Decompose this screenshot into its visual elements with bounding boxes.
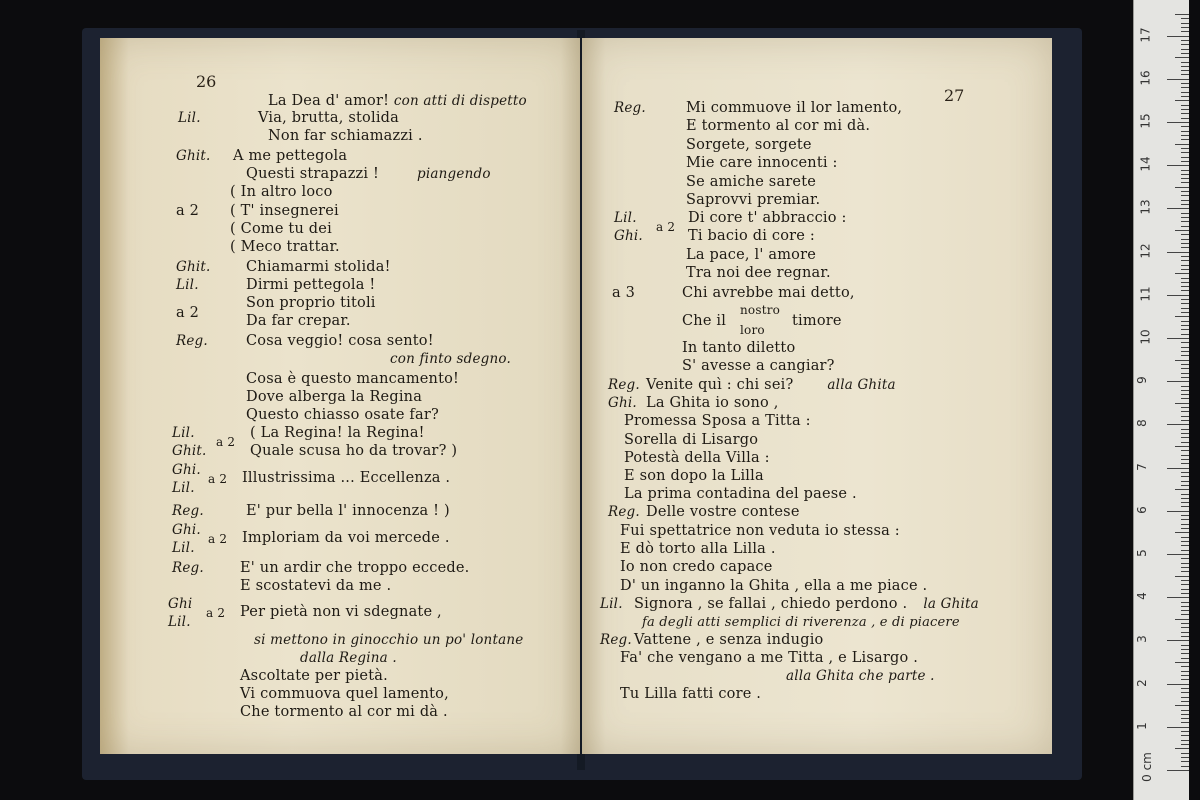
a2-mark: a 2 [176, 203, 200, 219]
speaker-label: Reg. [614, 100, 646, 116]
ruler-tick [1181, 459, 1189, 460]
ruler-tick [1181, 299, 1189, 300]
ruler-number: 14 [1138, 156, 1153, 172]
stage-direction: con finto sdegno. [390, 351, 512, 367]
right-page [582, 38, 1052, 754]
ruler-number: 3 [1134, 635, 1149, 644]
ruler-tick [1181, 321, 1189, 322]
ruler-tick [1181, 40, 1189, 41]
speaker-label: Reg. [608, 504, 640, 520]
ruler-number: 16 [1138, 70, 1153, 86]
speaker-label: Lil. [178, 110, 201, 126]
a2-mark: a 2 [656, 220, 676, 234]
ruler-number: 8 [1134, 419, 1149, 428]
ruler-tick [1181, 558, 1189, 559]
ruler-tick [1175, 57, 1189, 58]
verse-line: E scostatevi da me . [240, 578, 392, 594]
ruler-tick [1181, 610, 1189, 611]
ruler-tick [1181, 49, 1189, 50]
verse-line: Non far schiamazzi . [268, 128, 423, 144]
ruler-tick [1181, 44, 1189, 45]
ruler-tick [1181, 256, 1189, 257]
ruler-tick [1181, 74, 1189, 75]
ruler-tick [1175, 273, 1189, 274]
measuring-ruler [1133, 0, 1189, 800]
speaker-label: Reg. [172, 560, 204, 576]
ruler-tick [1181, 740, 1189, 741]
ruler-tick [1181, 364, 1189, 365]
ruler-tick [1175, 748, 1189, 749]
ruler-tick [1181, 148, 1189, 149]
ruler-tick [1181, 675, 1189, 676]
ruler-tick [1181, 627, 1189, 628]
verse-line: ( La Regina! la Regina! [250, 425, 425, 441]
ruler-tick [1181, 161, 1189, 162]
ruler-tick [1181, 157, 1189, 158]
verse-line: ( In altro loco [230, 184, 333, 200]
ruler-tick [1181, 87, 1189, 88]
ruler-tick [1181, 191, 1189, 192]
verse-line: Son proprio titoli [246, 295, 376, 311]
ruler-tick [1181, 476, 1189, 477]
ruler-tick [1181, 407, 1189, 408]
verse-line: Io non credo capace [620, 559, 773, 575]
ruler-tick [1181, 735, 1189, 736]
verse-line: Quale scusa ho da trovar? ) [250, 443, 458, 459]
verse-line: Ti bacio di core : [688, 228, 815, 244]
ruler-tick [1181, 420, 1189, 421]
ruler-tick [1167, 36, 1189, 37]
ruler-tick [1175, 14, 1189, 15]
a2-mark: a 2 [176, 305, 200, 321]
verse-line: Cosa è questo mancamento! [246, 371, 460, 387]
ruler-tick [1181, 109, 1189, 110]
page-number-right: 27 [944, 86, 965, 105]
verse-line: Questo chiasso osate far? [246, 407, 439, 423]
ruler-tick [1175, 705, 1189, 706]
ruler-tick [1181, 386, 1189, 387]
ruler-tick [1181, 265, 1189, 266]
ruler-tick [1167, 252, 1189, 253]
verse-line: Venite quì : chi sei? alla Ghita [646, 377, 896, 393]
ruler-number: 15 [1138, 113, 1153, 129]
verse-line: Illustrissima ... Eccellenza . [242, 470, 451, 486]
verse-line: Se amiche sarete [686, 174, 817, 190]
ruler-tick [1181, 571, 1189, 572]
ruler-number: 9 [1134, 376, 1149, 385]
ruler-tick [1181, 347, 1189, 348]
ruler-tick [1167, 424, 1189, 425]
ruler-tick [1167, 295, 1189, 296]
a2-mark: a 2 [208, 472, 228, 486]
ruler-tick [1181, 541, 1189, 542]
ruler-tick [1181, 450, 1189, 451]
ruler-tick [1181, 312, 1189, 313]
ruler-number: 7 [1134, 462, 1149, 471]
ruler-tick [1181, 96, 1189, 97]
ruler-tick [1181, 519, 1189, 520]
verse-line: timore [792, 313, 842, 329]
verse-line: Signora , se fallai , chiedo perdono . la Ghita [634, 596, 979, 612]
verse-line: La Ghita io sono , [646, 395, 779, 411]
ruler-number: 1 [1134, 721, 1149, 730]
ruler-tick [1181, 545, 1189, 546]
ruler-tick [1181, 269, 1189, 270]
verse-line: Cosa veggio! cosa sento! [246, 333, 434, 349]
ruler-tick [1181, 234, 1189, 235]
ruler-number: 13 [1138, 199, 1153, 216]
ruler-tick [1175, 100, 1189, 101]
verse-line: ( T' insegnerei [230, 203, 339, 219]
ruler-tick [1175, 576, 1189, 577]
verse-line: Per pietà non vi sdegnate , [240, 604, 442, 620]
verse-line: Imploriam da voi mercede . [242, 530, 450, 546]
verse-line: Vattene , e senza indugio [634, 632, 824, 648]
ruler-tick [1181, 502, 1189, 503]
ruler-tick [1167, 338, 1189, 339]
ruler-tick [1181, 23, 1189, 24]
ruler-tick [1181, 182, 1189, 183]
ruler-tick [1181, 126, 1189, 127]
ruler-tick [1181, 515, 1189, 516]
ruler-tick [1181, 606, 1189, 607]
verse-line: ( Come tu dei [230, 221, 332, 237]
ruler-tick [1181, 589, 1189, 590]
ruler-tick [1167, 165, 1189, 166]
speaker-label: Ghit. [172, 443, 207, 459]
ruler-tick [1167, 727, 1189, 728]
ruler-tick [1167, 684, 1189, 685]
ruler-tick [1181, 632, 1189, 633]
speaker-label: Reg. [172, 503, 204, 519]
ruler-tick [1175, 489, 1189, 490]
verse-line: Vi commuova quel lamento, [240, 686, 449, 702]
ruler-tick [1181, 342, 1189, 343]
ruler-tick [1181, 247, 1189, 248]
ruler-tick [1181, 213, 1189, 214]
verse-line: Dove alberga la Regina [246, 389, 423, 405]
ruler-tick [1181, 278, 1189, 279]
ruler-tick [1181, 325, 1189, 326]
verse-line: Di core t' abbraccio : [688, 210, 847, 226]
ruler-tick [1181, 658, 1189, 659]
ruler-tick [1181, 221, 1189, 222]
ruler-tick [1181, 506, 1189, 507]
ruler-tick [1175, 360, 1189, 361]
ruler-tick [1175, 446, 1189, 447]
ruler-tick [1175, 144, 1189, 145]
speaker-label: Ghi. [172, 522, 201, 538]
verse-line: Che tormento al cor mi dà . [240, 704, 448, 720]
speaker-label: Ghi. [614, 228, 643, 244]
ruler-tick [1181, 645, 1189, 646]
ruler-tick [1167, 79, 1189, 80]
ruler-tick [1181, 394, 1189, 395]
ruler-tick [1181, 481, 1189, 482]
ruler-tick [1181, 92, 1189, 93]
ruler-number: 11 [1138, 286, 1153, 302]
verse-line: Potestà della Villa : [624, 450, 770, 466]
ruler-number: 17 [1138, 26, 1153, 43]
ruler-tick [1167, 770, 1189, 771]
ruler-tick [1167, 381, 1189, 382]
a3-mark: a 3 [612, 285, 636, 301]
ruler-tick [1181, 243, 1189, 244]
speaker-label: Lil. [614, 210, 637, 226]
ruler-tick [1181, 390, 1189, 391]
ruler-tick [1181, 679, 1189, 680]
ruler-tick [1181, 217, 1189, 218]
ruler-tick [1181, 152, 1189, 153]
ruler-tick [1181, 334, 1189, 335]
speaker-label: Ghi. [608, 395, 637, 411]
ruler-tick [1181, 290, 1189, 291]
stage-direction: dalla Regina . [300, 650, 397, 666]
ruler-tick [1181, 498, 1189, 499]
verse-line: In tanto diletto [682, 340, 796, 356]
speaker-label: Reg. [608, 377, 640, 393]
verse-line: A me pettegola [233, 148, 348, 164]
verse-variant-lower: loro [740, 323, 765, 337]
ruler-tick [1181, 653, 1189, 654]
ruler-tick [1181, 239, 1189, 240]
ruler-tick [1181, 722, 1189, 723]
ruler-tick [1181, 524, 1189, 525]
ruler-tick [1181, 442, 1189, 443]
verse-line: La prima contadina del paese . [624, 486, 857, 502]
verse-variant-upper: nostro [740, 303, 781, 317]
ruler-tick [1175, 187, 1189, 188]
speaker-label: Ghi. [172, 462, 201, 478]
ruler-tick [1181, 105, 1189, 106]
ruler-tick [1181, 714, 1189, 715]
ruler-tick [1181, 368, 1189, 369]
ruler-number: 12 [1138, 242, 1153, 259]
ruler-tick [1167, 208, 1189, 209]
ruler-tick [1181, 649, 1189, 650]
ruler-tick [1181, 398, 1189, 399]
ruler-tick [1181, 178, 1189, 179]
verse-line: Ascoltate per pietà. [240, 668, 388, 684]
verse-line: Fa' che vengano a me Titta , e Lisargo . [620, 650, 919, 666]
a2-mark: a 2 [208, 532, 228, 546]
verse-line: Tra noi dee regnar. [686, 265, 831, 281]
ruler-tick [1167, 468, 1189, 469]
ruler-tick [1181, 27, 1189, 28]
verse-line: E son dopo la Lilla [624, 468, 764, 484]
speaker-label: Lil. [600, 596, 623, 612]
ruler-tick [1181, 701, 1189, 702]
stage-direction: alla Ghita che parte . [786, 668, 935, 684]
ruler-tick [1181, 62, 1189, 63]
ruler-tick [1181, 623, 1189, 624]
ruler-tick [1181, 550, 1189, 551]
verse-line: Delle vostre contese [646, 504, 800, 520]
ruler-tick [1181, 416, 1189, 417]
verse-line: Da far crepar. [246, 313, 351, 329]
speaker-label: Lil. [176, 277, 199, 293]
ruler-tick [1175, 532, 1189, 533]
ruler-tick [1181, 70, 1189, 71]
verse-line: La Dea d' amor! con atti di dispetto [268, 93, 527, 109]
ruler-unit-label: 0 cm [1139, 752, 1154, 782]
ruler-tick [1181, 567, 1189, 568]
ruler-tick [1181, 303, 1189, 304]
verse-line: Dirmi pettegola ! [246, 277, 376, 293]
verse-line: Mie care innocenti : [686, 155, 838, 171]
a2-mark: a 2 [206, 606, 226, 620]
ruler-tick [1175, 403, 1189, 404]
ruler-tick [1181, 204, 1189, 205]
speaker-label: Ghit. [176, 259, 211, 275]
ruler-tick [1181, 282, 1189, 283]
verse-line: Tu Lilla fatti core . [620, 686, 762, 702]
ruler-tick [1181, 170, 1189, 171]
speaker-label: Lil. [168, 614, 191, 630]
ruler-number: 2 [1134, 678, 1149, 687]
a2-mark: a 2 [216, 435, 236, 449]
ruler-tick [1181, 18, 1189, 19]
ruler-tick [1181, 563, 1189, 564]
ruler-tick [1181, 602, 1189, 603]
ruler-tick [1181, 66, 1189, 67]
speaker-label: Reg. [600, 632, 632, 648]
ruler-tick [1181, 671, 1189, 672]
ruler-tick [1181, 226, 1189, 227]
ruler-tick [1181, 53, 1189, 54]
ruler-tick [1181, 692, 1189, 693]
ruler-tick [1181, 757, 1189, 758]
ruler-tick [1181, 83, 1189, 84]
ruler-tick [1175, 619, 1189, 620]
ruler-tick [1181, 113, 1189, 114]
speaker-label: Lil. [172, 540, 195, 556]
ruler-tick [1181, 753, 1189, 754]
stage-direction: si mettono in ginocchio un po' lontane [254, 632, 524, 648]
ruler-number: 4 [1134, 592, 1149, 601]
ruler-tick [1167, 597, 1189, 598]
page-number-left: 26 [196, 72, 217, 91]
ruler-tick [1181, 355, 1189, 356]
ruler-tick [1181, 636, 1189, 637]
ruler-tick [1181, 472, 1189, 473]
ruler-tick [1181, 666, 1189, 667]
ruler-tick [1181, 580, 1189, 581]
ruler-tick [1181, 131, 1189, 132]
ruler-number: 6 [1134, 505, 1149, 514]
speaker-label: Lil. [172, 480, 195, 496]
verse-line: E tormento al cor mi dà. [686, 118, 871, 134]
verse-line: La pace, l' amore [686, 247, 816, 263]
speaker-label: Lil. [172, 425, 195, 441]
ruler-tick [1181, 731, 1189, 732]
verse-line: Sorgete, sorgete [686, 137, 812, 153]
ruler-tick [1181, 437, 1189, 438]
ruler-tick [1167, 122, 1189, 123]
ruler-tick [1181, 433, 1189, 434]
speaker-label: Reg. [176, 333, 208, 349]
ruler-tick [1181, 429, 1189, 430]
ruler-number: 10 [1138, 329, 1153, 345]
ruler-tick [1181, 411, 1189, 412]
verse-line: Fui spettatrice non veduta io stessa : [620, 523, 900, 539]
speaker-label: Ghit. [176, 148, 211, 164]
verse-line: Promessa Sposa a Titta : [624, 413, 811, 429]
verse-line: Saprovvi premiar. [686, 192, 821, 208]
ruler-tick [1181, 329, 1189, 330]
ruler-tick [1181, 118, 1189, 119]
ruler-tick [1181, 485, 1189, 486]
verse-line: E dò torto alla Lilla . [620, 541, 776, 557]
verse-line: E' un ardir che troppo eccede. [240, 560, 470, 576]
verse-line: Sorella di Lisargo [624, 432, 759, 448]
verse-line: E' pur bella l' innocenza ! ) [246, 503, 450, 519]
ruler-tick [1181, 688, 1189, 689]
ruler-tick [1181, 260, 1189, 261]
ruler-tick [1181, 200, 1189, 201]
ruler-tick [1181, 718, 1189, 719]
ruler-tick [1181, 710, 1189, 711]
ruler-tick [1181, 174, 1189, 175]
ruler-tick [1181, 761, 1189, 762]
verse-line: ( Meco trattar. [230, 239, 340, 255]
ruler-tick [1181, 351, 1189, 352]
ruler-tick [1181, 584, 1189, 585]
ruler-tick [1181, 308, 1189, 309]
ruler-tick [1181, 135, 1189, 136]
ruler-tick [1167, 511, 1189, 512]
verse-line: Chi avrebbe mai detto, [682, 285, 855, 301]
verse-line: Mi commuove il lor lamento, [686, 100, 903, 116]
ruler-tick [1181, 528, 1189, 529]
ruler-tick [1181, 614, 1189, 615]
ruler-tick [1175, 316, 1189, 317]
ruler-tick [1181, 463, 1189, 464]
ruler-tick [1181, 537, 1189, 538]
verse-line: Via, brutta, stolida [258, 110, 399, 126]
verse-line: D' un inganno la Ghita , ella a me piace . [620, 578, 928, 594]
ruler-tick [1181, 31, 1189, 32]
stage-direction: fa degli atti semplici di riverenza , e di piacere [642, 615, 960, 630]
ruler-tick [1181, 195, 1189, 196]
ruler-tick [1167, 640, 1189, 641]
ruler-tick [1181, 766, 1189, 767]
ruler-number: 5 [1134, 549, 1149, 557]
verse-line: S' avesse a cangiar? [682, 358, 835, 374]
ruler-tick [1181, 744, 1189, 745]
ruler-tick [1181, 455, 1189, 456]
ruler-tick [1175, 230, 1189, 231]
ruler-tick [1181, 139, 1189, 140]
ruler-tick [1181, 494, 1189, 495]
ruler-tick [1181, 593, 1189, 594]
verse-line: Chiamarmi stolida! [246, 259, 391, 275]
ruler-tick [1181, 377, 1189, 378]
verse-line: Che il [682, 313, 727, 329]
verse-line: Questi strapazzi ! piangendo [246, 166, 491, 182]
speaker-label: Ghi [168, 596, 193, 612]
left-page [100, 38, 580, 754]
ruler-tick [1175, 662, 1189, 663]
ruler-tick [1181, 373, 1189, 374]
ruler-tick [1167, 554, 1189, 555]
ruler-tick [1181, 286, 1189, 287]
ruler-tick [1181, 697, 1189, 698]
